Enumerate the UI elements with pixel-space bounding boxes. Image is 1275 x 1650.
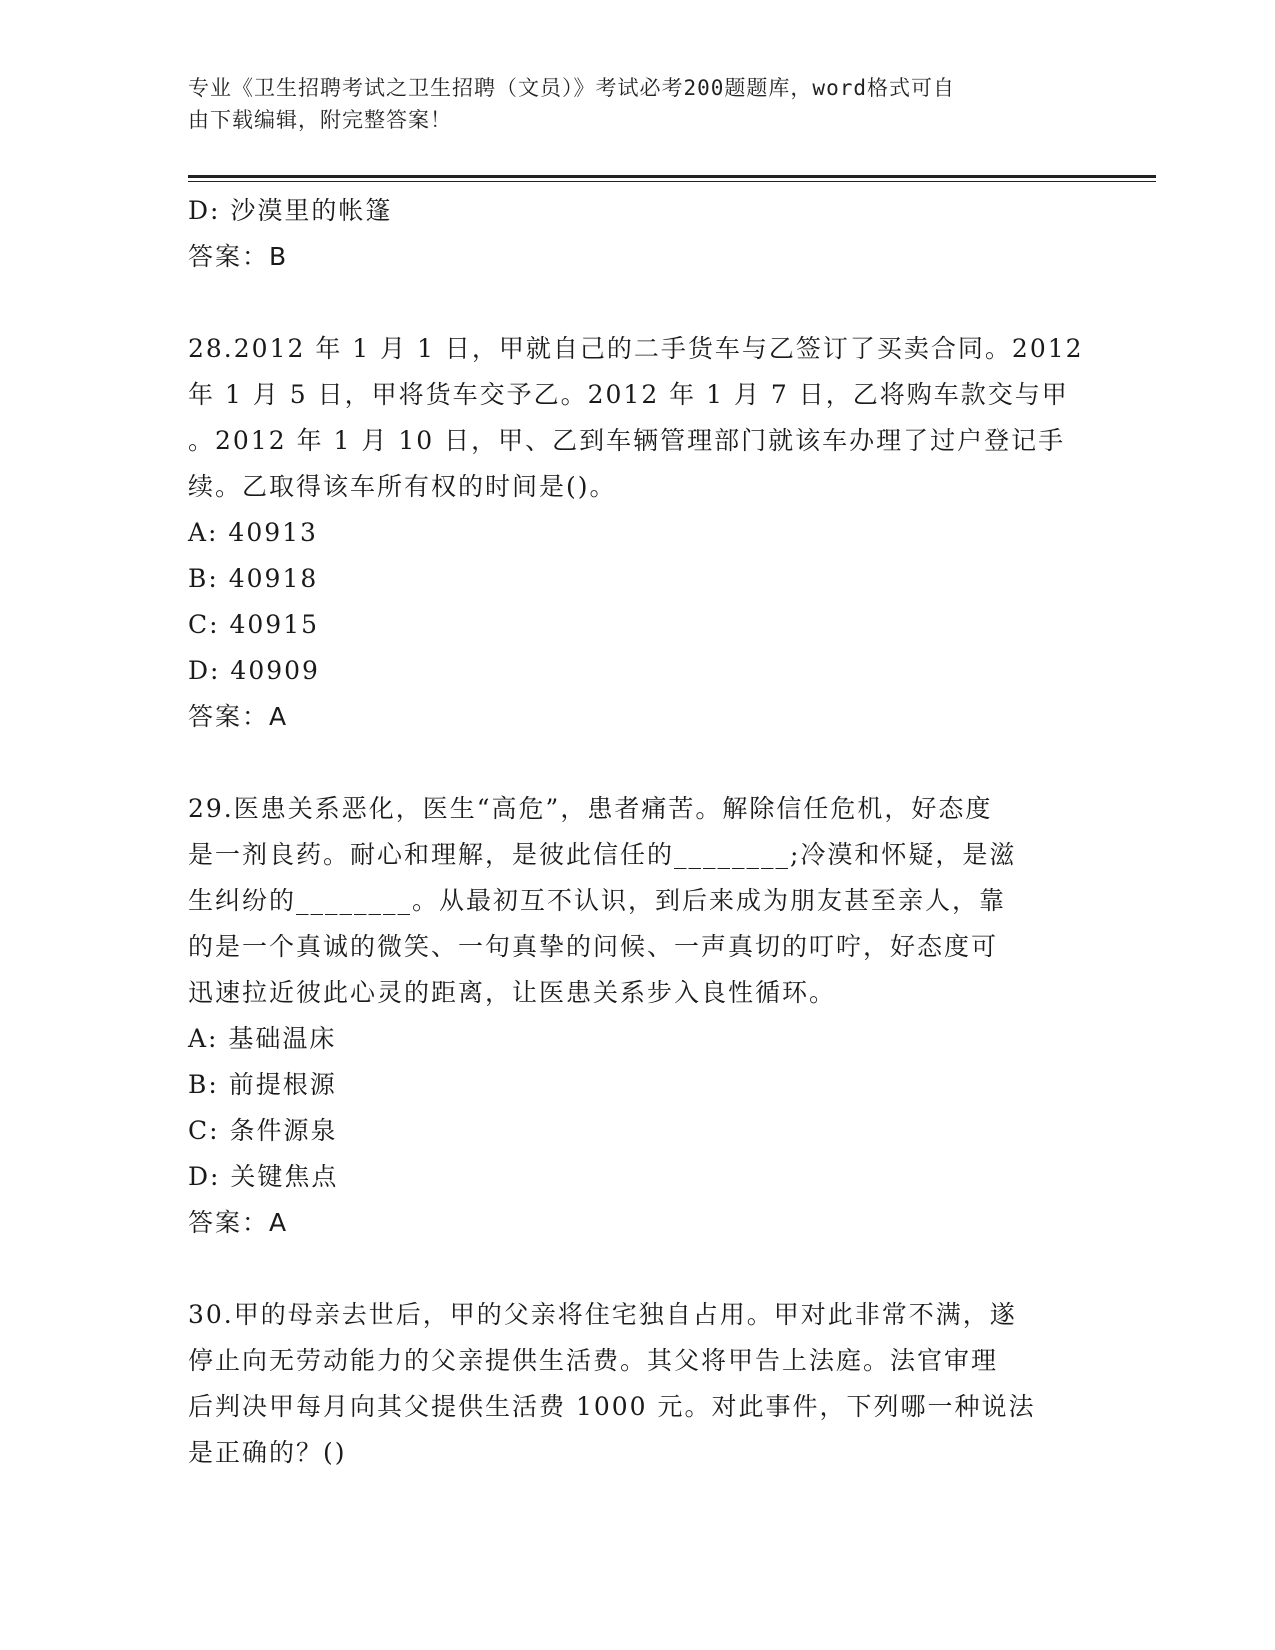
question-text-line: 年 1 月 5 日，甲将货车交予乙。2012 年 1 月 7 日，乙将购车款交与甲 <box>188 380 1069 409</box>
question-text-line: 30.甲的母亲去世后，甲的父亲将住宅独自占用。甲对此非常不满，遂 <box>188 1300 1017 1329</box>
answer-line: 答案：A <box>188 1208 289 1237</box>
header-divider-thin <box>188 181 1156 182</box>
question-text-line: 是一剂良药。耐心和理解，是彼此信任的________;冷漠和怀疑，是滋 <box>188 840 1017 869</box>
question-28 <box>188 326 1088 740</box>
question-text-line: 后判决甲每月向其父提供生活费 1000 元。对此事件，下列哪一种说法 <box>188 1392 1036 1421</box>
question-text-line: 的是一个真诚的微笑、一句真挚的问候、一声真切的叮咛，好态度可 <box>188 932 999 961</box>
option-b: B: 40918 <box>188 564 319 593</box>
spacer <box>188 1246 1088 1292</box>
question-29 <box>188 786 1088 1246</box>
question-text-line: 迅速拉近彼此心灵的距离，让医患关系步入良性循环。 <box>188 978 837 1007</box>
spacer <box>188 740 1088 786</box>
option-b: B: 前提根源 <box>188 1070 337 1099</box>
answer-line: 答案：B <box>188 242 289 271</box>
question-text-line: 续。乙取得该车所有权的时间是()。 <box>188 472 617 501</box>
option-c: C: 40915 <box>188 610 320 639</box>
header-line-2: 由下载编辑，附完整答案！ <box>188 108 452 132</box>
option-d: D: 沙漠里的帐篷 <box>188 196 393 225</box>
question-text-line: 生纠纷的________。从最初互不认识，到后来成为朋友甚至亲人，靠 <box>188 886 1007 915</box>
option-d: D: 关键焦点 <box>188 1162 339 1191</box>
document-body <box>188 188 1088 1476</box>
question-text-line: 停止向无劳动能力的父亲提供生活费。其父将甲告上法庭。法官审理 <box>188 1346 999 1375</box>
header-divider-thick <box>188 175 1156 178</box>
option-d: D: 40909 <box>188 656 320 685</box>
option-c: C: 条件源泉 <box>188 1116 338 1145</box>
spacer <box>188 280 1088 326</box>
question-text-line: 29.医患关系恶化，医生“高危”，患者痛苦。解除信任危机，好态度 <box>188 794 993 823</box>
question-text-line: 28.2012 年 1 月 1 日，甲就自己的二手货车与乙签订了买卖合同。2012 <box>188 334 1084 363</box>
option-a: A: 基础温床 <box>188 1024 337 1053</box>
option-a: A: 40913 <box>188 518 318 547</box>
question-text-line: 。2012 年 1 月 10 日，甲、乙到车辆管理部门就该车办理了过户登记手 <box>188 426 1066 455</box>
question-text-line: 是正确的？() <box>188 1438 347 1467</box>
question-30 <box>188 1292 1088 1476</box>
header-line-1: 专业《卫生招聘考试之卫生招聘（文员）》考试必考200题题库，word格式可自 <box>188 76 955 100</box>
document-header <box>188 72 1068 136</box>
previous-question-tail <box>188 188 1088 280</box>
answer-line: 答案：A <box>188 702 289 731</box>
